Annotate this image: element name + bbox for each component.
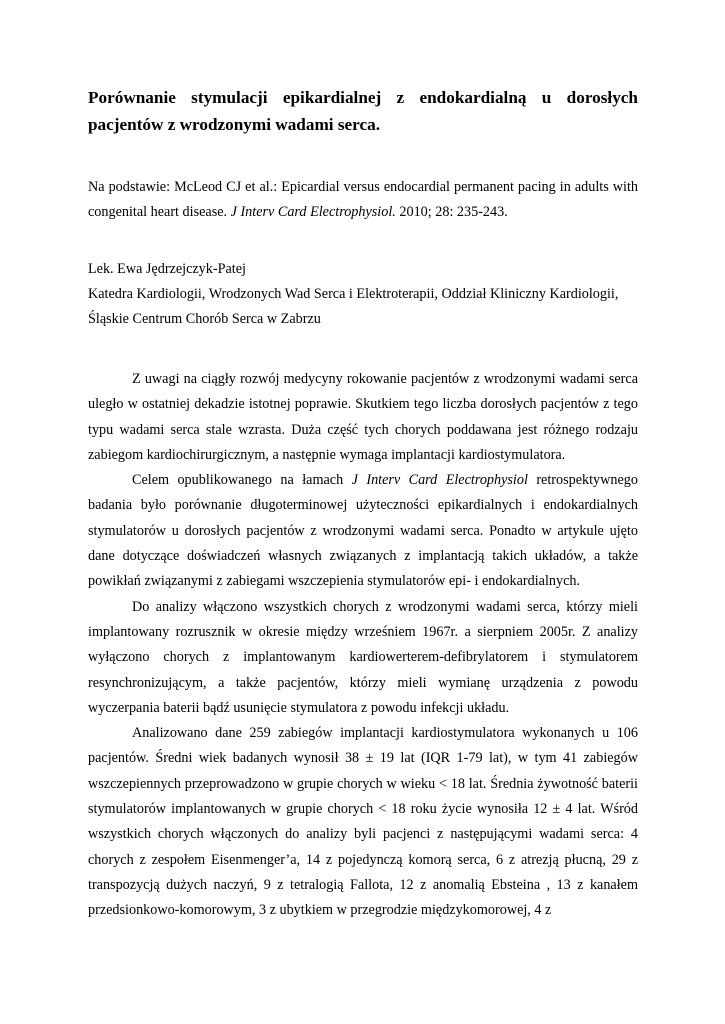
citation-details: 2010; 28: 235-243. <box>395 204 508 220</box>
document-page <box>88 84 638 924</box>
paragraph-aim-journal: J Interv Card Electrophysiol <box>351 472 528 489</box>
author-block <box>88 257 638 332</box>
paragraph-aim-end: retrospektywnego badania było porównanie długoterminowej użyteczności epikardialnych i endokardialnych stymulatorów u dorosłych pacjentów z wrodzonymi wadami serca. Ponadto w artykule ujęto dane dotyczące doświadczeń własnych związanych z implantacją takich układów, a także powikłań związanymi z zabiegami wszczepienia stymulatorów epi- i endokardialnych. <box>88 472 638 590</box>
affiliation-line-1: Katedra Kardiologii, Wrodzonych Wad Serca i Elektroterapii, Oddział Kliniczny Kardiologii, <box>88 286 619 302</box>
paragraph-methods: Do analizy włączono wszystkich chorych z wrodzonymi wadami serca, którzy mieli implantowany rozrusznik w okresie między wrześniem 1967r. a sierpniem 2005r. Z analizy wyłączono chorych z implantowanym kardiowerterem-defibrylatorem i stymulatorem resynchronizującym, a także pacjentów, którzy mieli wymianę urządzenia z powodu wyczerpania baterii bądź usunięcie stymulatora z powodu infekcji układu. <box>88 598 638 716</box>
journal-name: J Interv Card Electrophysiol. <box>230 204 396 220</box>
paragraph-aim <box>88 468 638 594</box>
paragraph-aim-start: Celem opublikowanego na łamach <box>132 472 352 489</box>
body-text <box>88 367 638 924</box>
paragraph-results: Analizowano dane 259 zabiegów implantacji kardiostymulatora wykonanych u 106 pacjentów. Średni wiek badanych wynosił 38 ± 19 lat (IQR 1-79 lat), w tym 41 zabiegów wszczepiennych przeprowadzono w grupie chorych w wieku < 18 lat. Średnia żywotność baterii stymulatorów implantowanych w grupie chorych < 18 roku życie wynosiła 12 ± 4 lat. Wśród wszystkich chorych włączonych do analizy byli pacjenci z następującymi wadami serca: 4 chorych z zespołem Eisenmenger’a, 14 z pojedynczą komorą serca, 6 z atrezją płucną, 29 z transpozycją dużych naczyń, 9 z tetralogią Fallota, 12 z anomalią Ebsteina , 13 z kanałem przedsionkowo-komorowym, 3 z ubytkiem w przegrodzie międzykomorowej, 4 z <box>88 725 638 919</box>
citation-text: Na podstawie: McLeod CJ et al.: Epicardial versus endocardial permanent pacing in adults with congenital heart disease. <box>88 179 638 220</box>
paragraph-intro: Z uwagi na ciągły rozwój medycyny rokowanie pacjentów z wrodzonymi wadami serca uległo w ostatniej dekadzie istotnej poprawie. Skutkiem tego liczba dorosłych pacjentów z tego typu wadami serca stale wzrasta. Duża część tych chorych poddawana jest różnego rodzaju zabiegom kardiochirurgicznym, a następnie wymaga implantacji kardiostymulatora. <box>88 371 638 463</box>
document-title: Porównanie stymulacji epikardialnej z endokardialną u dorosłych pacjentów z wrodzonymi wadami serca. <box>88 88 638 134</box>
affiliation-line-2: Śląskie Centrum Chorób Serca w Zabrzu <box>88 311 321 327</box>
author-name: Lek. Ewa Jędrzejczyk-Patej <box>88 261 246 277</box>
source-citation <box>88 175 638 225</box>
